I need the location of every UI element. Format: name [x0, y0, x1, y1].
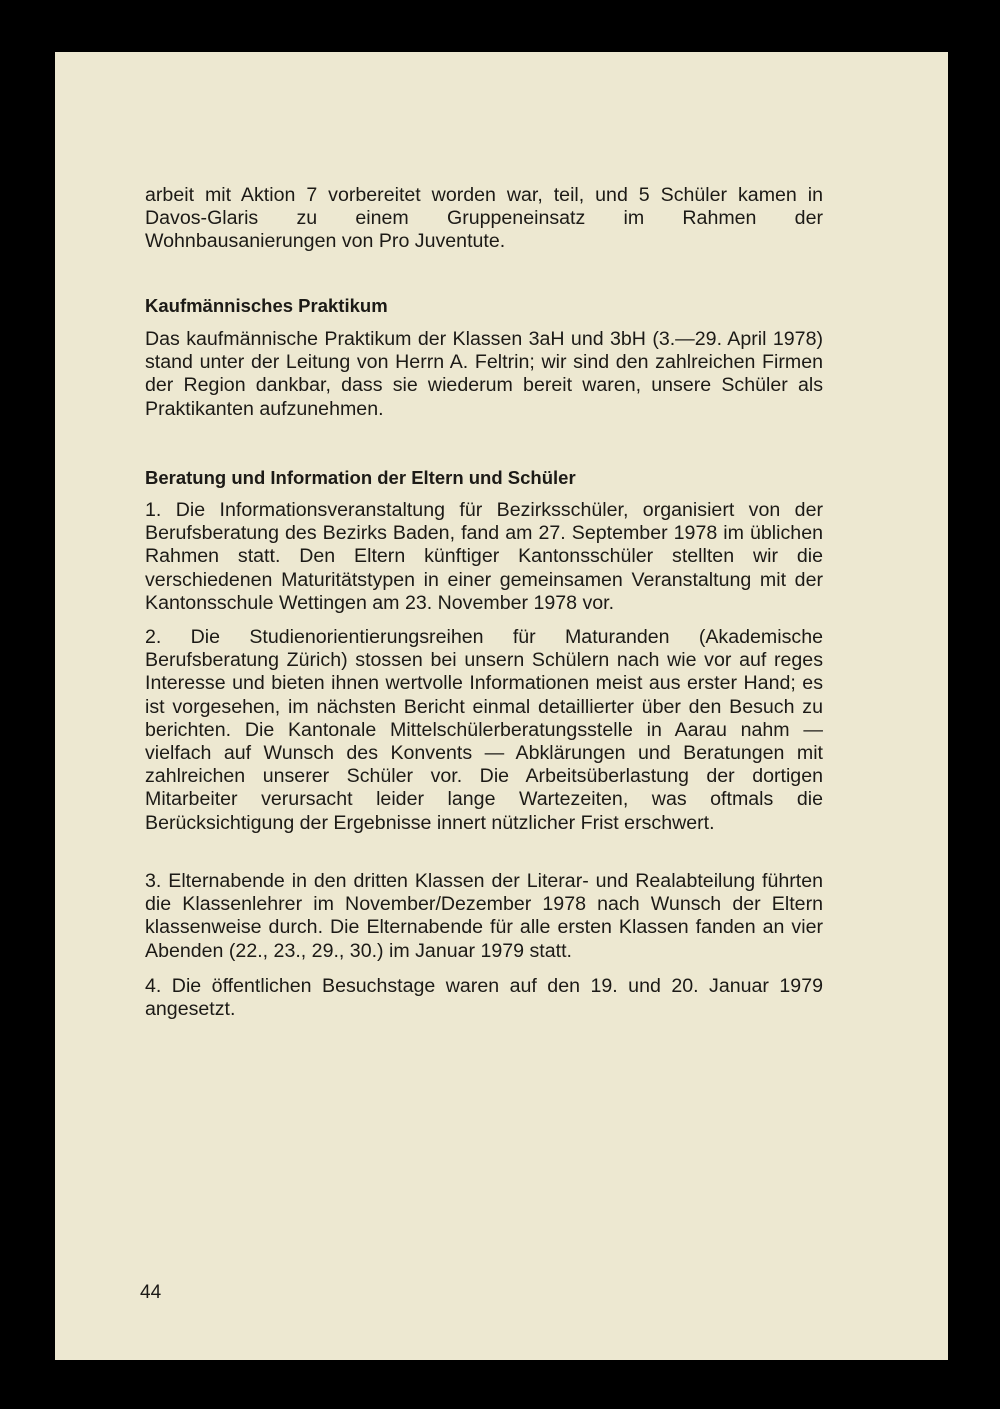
beratung-item-3: 3. Elternabende in den dritten Klassen der Literar- und Realabteilung führten die Klassenlehrer im November/Dezember 1978 nach Wunsch der Eltern klassenweise durch. Die Elternabende für alle ersten Klassen fanden an vier Abenden (22., 23., 29., 30.) im Januar 1979 statt. — [145, 870, 823, 962]
intro-paragraph: arbeit mit Aktion 7 vorbereitet worden war, teil, und 5 Schüler kamen in Davos-Glaris zu einem Gruppeneinsatz im Rahmen der Wohnbausanierungen von Pro Juventute. — [145, 184, 823, 253]
beratung-item-1: 1. Die Informationsveranstaltung für Bezirksschüler, organisiert von der Berufsberatung des Bezirks Baden, fand am 27. September 1978 im üblichen Rahmen statt. Den Eltern künftiger Kantonsschüler stellten wir die verschiedenen Maturitätstypen in einer gemeinsamen Veranstaltung mit der Kantonsschule Wettingen am 23. November 1978 vor. — [145, 499, 823, 614]
page-number: 44 — [140, 1282, 162, 1303]
praktikum-paragraph: Das kaufmännische Praktikum der Klassen 3aH und 3bH (3.—29. April 1978) stand unter der Leitung von Herrn A. Feltrin; wir sind den zahlreichen Firmen der Region dankbar, dass sie wiederum bereit waren, unsere Schüler als Praktikanten aufzunehmen. — [145, 328, 823, 420]
beratung-item-4: 4. Die öffentlichen Besuchstage waren auf den 19. und 20. Januar 1979 angesetzt. — [145, 975, 823, 1021]
section-heading-praktikum: Kaufmännisches Praktikum — [145, 295, 388, 316]
document-page — [55, 52, 948, 1360]
section-heading-beratung: Beratung und Information der Eltern und Schüler — [145, 467, 576, 488]
beratung-item-2: 2. Die Studienorientierungsreihen für Maturanden (Akademische Berufsberatung Zürich) stossen bei unsern Schülern nach wie vor auf reges Interesse und bieten ihnen wertvolle Informationen meist aus erster Hand; es ist vorgesehen, im nächsten Bericht einmal detaillierter über den Besuch zu berichten. Die Kantonale Mittelschülerberatungsstelle in Aarau nahm — vielfach auf Wunsch des Konvents — Abklärungen und Beratungen mit zahlreichen unserer Schüler vor. Die Arbeitsüberlastung der dortigen Mitarbeiter verursacht leider lange Wartezeiten, was oftmals die Berücksichtigung der Ergebnisse innert nützlicher Frist erschwert. — [145, 626, 823, 834]
